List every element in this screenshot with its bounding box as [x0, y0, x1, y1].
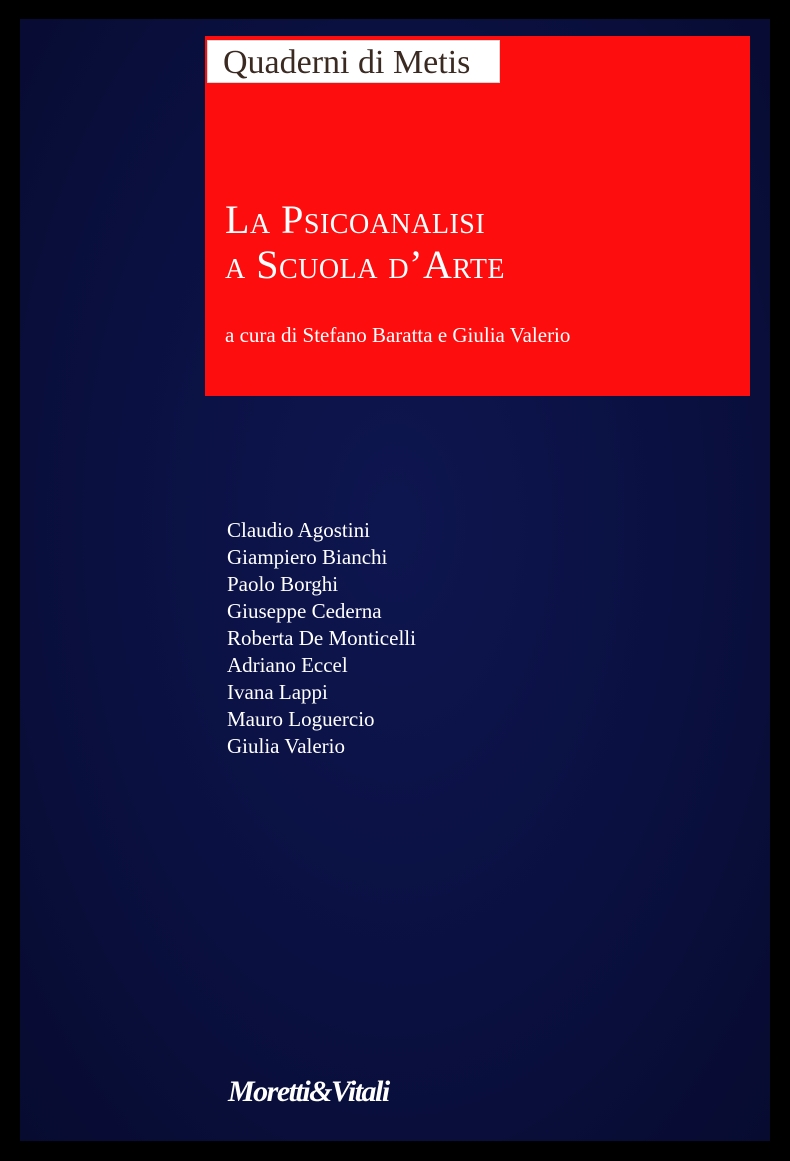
editors-credit: a cura di Stefano Baratta e Giulia Valerio: [225, 323, 571, 347]
author-name: Roberta De Monticelli: [227, 626, 416, 650]
series-title: Quaderni di Metis: [223, 44, 471, 81]
book-cover: [20, 19, 770, 1141]
author-name: Mauro Loguercio: [227, 707, 375, 731]
author-name: Adriano Eccel: [227, 653, 348, 677]
author-name: Giampiero Bianchi: [227, 545, 388, 569]
author-name: Paolo Borghi: [227, 572, 339, 596]
author-name: Claudio Agostini: [227, 518, 370, 542]
publisher-logo: Moretti&Vitali: [228, 1075, 389, 1108]
title-panel: [205, 36, 750, 396]
book-title-line-1: La Psicoanalisi: [225, 197, 486, 242]
book-title-line-2: a Scuola d’Arte: [225, 242, 506, 287]
series-label-box: [207, 40, 500, 83]
authors-list: [227, 517, 416, 760]
author-name: Ivana Lappi: [227, 680, 328, 704]
author-name: Giulia Valerio: [227, 734, 346, 758]
author-name: Giuseppe Cederna: [227, 599, 382, 623]
